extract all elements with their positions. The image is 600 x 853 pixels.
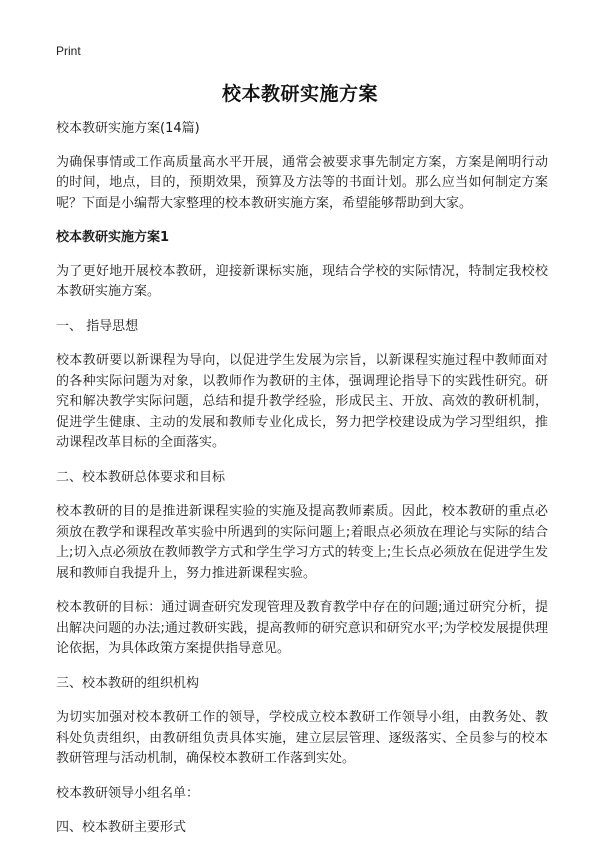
outline-heading-guiding-ideology: 一、 指导思想	[56, 318, 139, 334]
document-title: 校本教研实施方案	[221, 83, 378, 105]
paragraph-goals: 校本教研的目标：通过调查研究发现管理及教育教学中存在的问题;通过研究分析，提出解决问题的办法;通过教研实践，提高教师的研究意识和研究水平;为学校发展提供理论依据，为具体政策方案提供指导意见。	[56, 600, 548, 656]
document-body	[56, 119, 548, 853]
section-intro-paragraph: 为了更好地开展校本教研，迎接新课标实施，现结合学校的实际情况，特制定我校校本教研实施方案。	[56, 263, 548, 299]
paragraph-guiding-ideology: 校本教研要以新课程为导向，以促进学生发展为宗旨，以新课程实施过程中教师面对的各种实际问题为对象，以教师作为教研的主体，强调理论指导下的实践性研究。研究和解决教学实际问题，总结和提升教学经验，形成民主、开放、高效的教研机制，促进学生健康、主动的发展和教师专业化成长，努力把学校建设成为学习型组织，推动课程改革目标的全面落实。	[56, 353, 548, 450]
intro-paragraph: 为确保事情或工作高质量高水平开展，通常会被要求事先制定方案，方案是阐明行动的时间，地点，目的，预期效果，预算及方法等的书面计划。那么应当如何制定方案呢？下面是小编帮大家整理的校本教研实施方案，希望能够帮助到大家。	[56, 154, 548, 211]
outline-heading-forms: 四、校本教研主要形式	[56, 820, 187, 835]
section-title: 校本教研实施方案1	[56, 230, 170, 245]
print-label: Print	[56, 44, 81, 58]
paragraph-purpose: 校本教研的目的是推进新课程实验的实施及提高教师素质。因此，校本教研的重点必须放在教学和课程改革实验中所遇到的实际问题上;着眼点必须放在理论与实际的结合上;切入点必须放在教师教学方式和学生学习方式的转变上;生长点必须放在促进学生发展和教师自我提升上，努力推进新课程实验。	[56, 504, 548, 581]
outline-heading-organization: 三、校本教研的组织机构	[56, 675, 200, 691]
paragraph-leadership-list: 校本教研领导小组名单：	[56, 785, 200, 801]
paragraph-organization: 为切实加强对校本教研工作的领导，学校成立校本教研工作领导小组，由教务处、教科处负责组织，由教研组负责具体实施，建立层层管理、逐级落实、全员参与的校本教研管理与活动机制，确保校本教研工作落到实处。	[56, 710, 548, 766]
outline-heading-requirements-goals: 二、校本教研总体要求和目标	[56, 469, 226, 485]
document-subtitle: 校本教研实施方案(14篇)	[56, 121, 200, 136]
